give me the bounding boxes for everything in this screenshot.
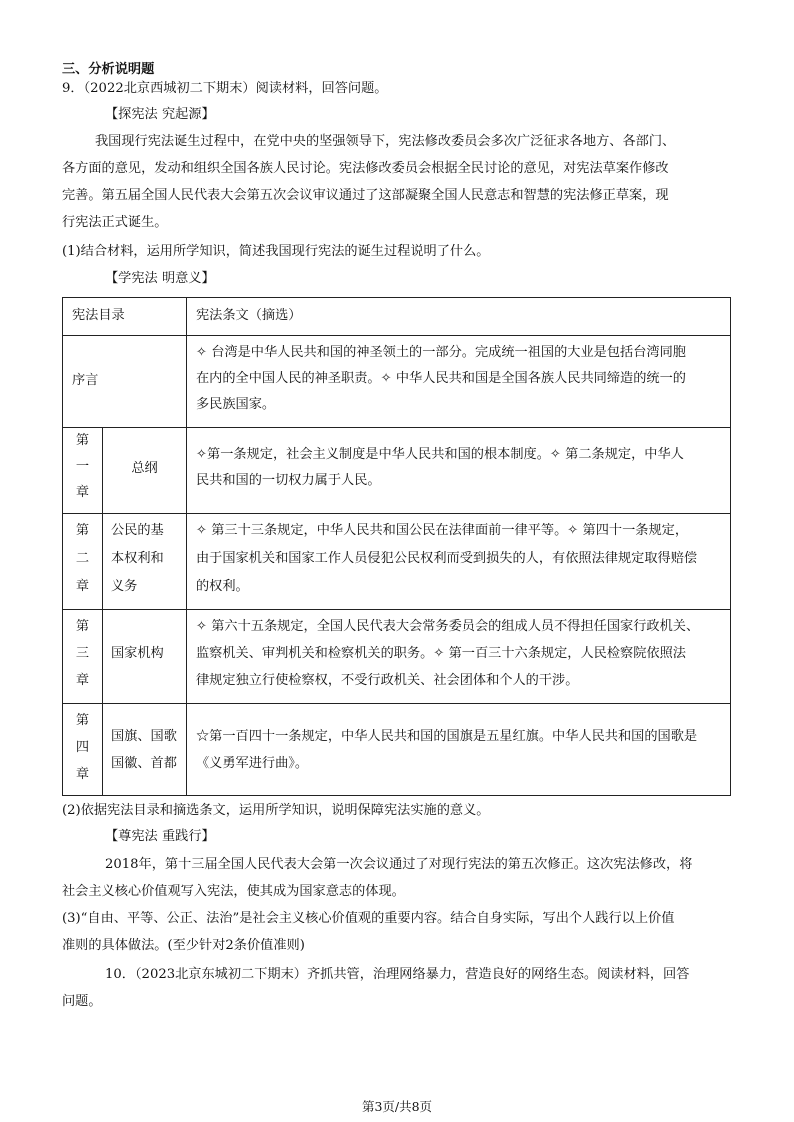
article-line: ✧第一条规定，社会主义制度是中华人民共和国的根本制度。✧ 第二条规定，中华人 xyxy=(196,447,684,462)
chapter-num-cell xyxy=(63,514,103,610)
chapter-num-char: 第 xyxy=(75,523,90,538)
chapter-num-cell xyxy=(63,610,103,704)
chapter-name-line: 国旗、国歌 xyxy=(111,729,177,744)
chapter-text-cell xyxy=(187,610,731,704)
chapter-text-cell xyxy=(187,704,731,796)
row-text-cell xyxy=(187,336,731,428)
question-10-stem: 问题。 xyxy=(62,994,102,1009)
passage1-line: 完善。第五届全国人民代表大会第五次会议审议通过了这部凝聚全国人民意志和智慧的宪法修正草案，现 xyxy=(62,188,669,203)
passage3-line: 2018年，第十三届全国人民代表大会第一次会议通过了对现行宪法的第五次修正。这次宪法修改，将 xyxy=(105,857,693,872)
chapter-name-line: 公民的基 xyxy=(111,523,164,538)
chapter-num-char: 章 xyxy=(75,485,90,500)
part3-heading: 【尊宪法 重践行】 xyxy=(105,829,215,844)
article-line: 的权利。 xyxy=(196,579,249,594)
passage1-line: 行宪法正式诞生。 xyxy=(62,215,168,230)
table-row-chapter-2 xyxy=(63,514,731,610)
chapter-num-char: 第 xyxy=(75,433,90,448)
row-label-cell xyxy=(63,336,187,428)
article-line: 在内的全中国人民的神圣职责。✧ 中华人民共和国是全国各族人民共同缔造的统一的 xyxy=(196,371,686,386)
table-row-chapter-4 xyxy=(63,704,731,796)
constitution-table xyxy=(62,297,731,796)
part2-heading: 【学宪法 明意义】 xyxy=(105,271,215,286)
header-text: 宪法条文（摘选） xyxy=(196,308,302,323)
table-header-row xyxy=(63,298,731,336)
chapter-num-char: 四 xyxy=(75,740,90,755)
chapter-num-char: 三 xyxy=(75,646,90,661)
table-row-chapter-1 xyxy=(63,428,731,514)
chapter-name-cell xyxy=(103,514,187,610)
article-line: 监察机关、审判机关和检察机关的职务。✧ 第一百三十六条规定，人民检察院依照法 xyxy=(196,646,686,661)
chapter-num-char: 第 xyxy=(75,713,90,728)
question-9-stem: 9．（2022北京西城初二下期末）阅读材料，回答问题。 xyxy=(62,81,388,96)
table-row-chapter-3 xyxy=(63,610,731,704)
chapter-text-cell xyxy=(187,428,731,514)
chapter-name-cell xyxy=(103,610,187,704)
passage3-line: 社会主义核心价值观写入宪法，使其成为国家意志的体现。 xyxy=(62,884,405,899)
chapter-num-char: 章 xyxy=(75,579,90,594)
chapter-name-line: 义务 xyxy=(111,579,138,594)
question-2: (2)依据宪法目录和摘选条文，运用所学知识，说明保障宪法实施的意义。 xyxy=(62,803,490,818)
part1-heading: 【探宪法 究起源】 xyxy=(105,107,215,122)
section-title: 三、分析说明题 xyxy=(62,62,155,77)
chapter-name-cell xyxy=(103,428,187,514)
chapter-num-char: 二 xyxy=(75,551,90,566)
question-1: (1)结合材料，运用所学知识，简述我国现行宪法的诞生过程说明了什么。 xyxy=(62,244,490,259)
chapter-name-line: 总纲 xyxy=(131,461,158,476)
question-3-line: (3)“自由、平等、公正、法治”是社会主义核心价值观的重要内容。结合自身实际，写出个人践行以上价值 xyxy=(62,911,675,926)
header-cell-articles xyxy=(187,298,731,336)
chapter-text-cell xyxy=(187,514,731,610)
table-row-preface xyxy=(63,336,731,428)
passage1-line: 各方面的意见，发动和组织全国各族人民讨论。宪法修改委员会根据全民讨论的意见，对宪法草案作修改 xyxy=(62,161,669,176)
chapter-name-cell xyxy=(103,704,187,796)
chapter-name-line: 国徽、首都 xyxy=(111,756,177,771)
chapter-name-line: 国家机构 xyxy=(111,646,164,661)
chapter-name-line: 本权利和 xyxy=(111,551,164,566)
chapter-num-char: 一 xyxy=(75,459,90,474)
article-line: 多民族国家。 xyxy=(196,397,276,412)
header-text: 宪法目录 xyxy=(72,308,125,323)
article-line: ☆第一百四十一条规定，中华人民共和国的国旗是五星红旗。中华人民共和国的国歌是 xyxy=(196,729,698,744)
row-label: 序言 xyxy=(72,373,99,388)
article-line: ✧ 第六十五条规定，全国人民代表大会常务委员会的组成人员不得担任国家行政机关、 xyxy=(196,619,700,634)
page-footer: 第3页/共8页 xyxy=(361,1099,433,1114)
chapter-num-char: 第 xyxy=(75,619,90,634)
article-line: ✧ 第三十三条规定，中华人民共和国公民在法律面前一律平等。✧ 第四十一条规定， xyxy=(196,523,689,538)
question-10-stem: 10．（2023北京东城初二下期末）齐抓共管，治理网络暴力，营造良好的网络生态。阅读材料，回答 xyxy=(105,967,690,982)
article-line: 民共和国的一切权力属于人民。 xyxy=(196,473,381,488)
chapter-num-char: 章 xyxy=(75,767,90,782)
chapter-num-cell xyxy=(63,428,103,514)
article-line: 律规定独立行使检察权，不受行政机关、社会团体和个人的干涉。 xyxy=(196,673,579,688)
passage1-line: 我国现行宪法诞生过程中，在党中央的坚强领导下，宪法修改委员会多次广泛征求各地方、各部门、 xyxy=(95,134,676,149)
article-line: ✧ 台湾是中华人民共和国的神圣领土的一部分。完成统一祖国的大业是包括台湾同胞 xyxy=(196,345,686,360)
question-3-line: 准则的具体做法。(至少针对2条价值准则) xyxy=(62,938,305,953)
chapter-num-char: 章 xyxy=(75,673,90,688)
header-cell-catalog xyxy=(63,298,187,336)
chapter-num-cell xyxy=(63,704,103,796)
article-line: 《义勇军进行曲》。 xyxy=(196,756,309,771)
article-line: 由于国家机关和国家工作人员侵犯公民权利而受到损失的人，有依照法律规定取得赔偿 xyxy=(196,551,698,566)
